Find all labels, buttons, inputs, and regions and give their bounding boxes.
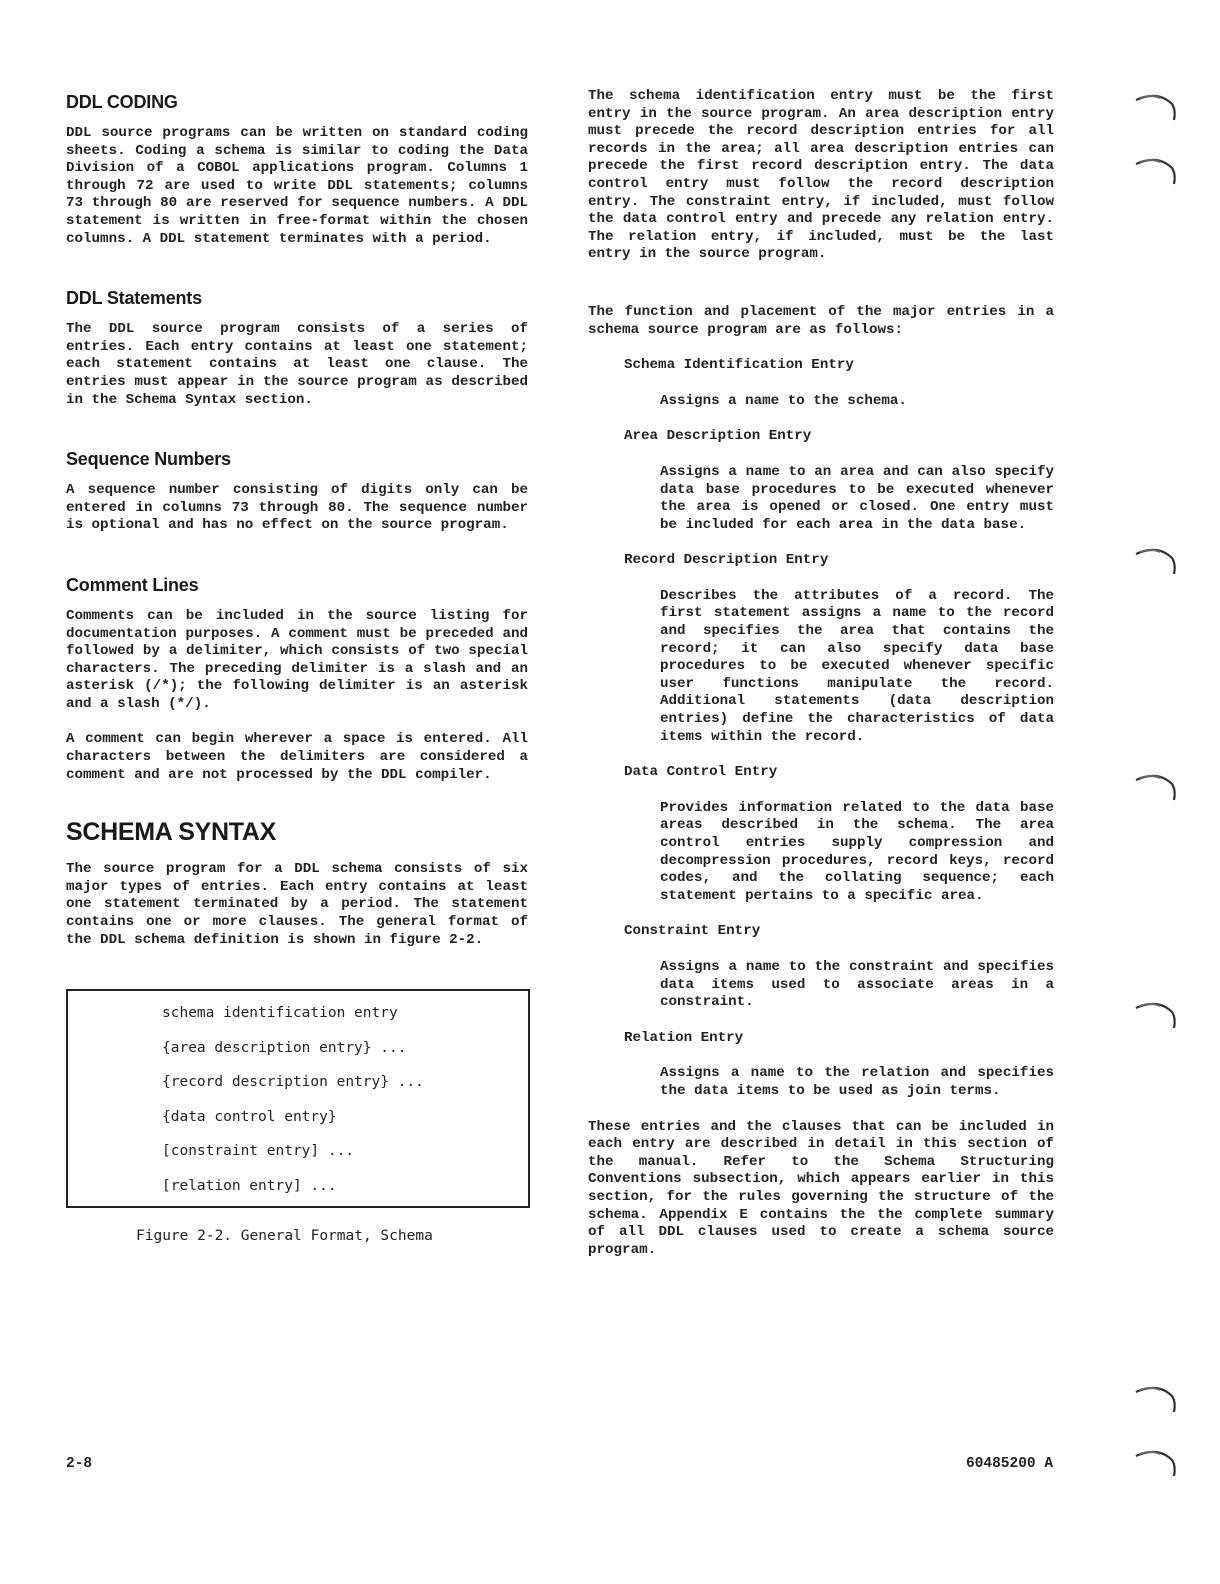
punch-hole-icon xyxy=(1130,1378,1180,1422)
figure-line: [relation entry] ... xyxy=(162,1177,337,1194)
comment-lines-heading: Comment Lines xyxy=(66,574,199,595)
figure-box xyxy=(66,989,530,1208)
figure-caption: Figure 2-2. General Format, Schema xyxy=(136,1227,433,1244)
entry-title: Area Description Entry xyxy=(624,428,812,445)
entry-description: Assigns a name to the relation and specifies the data items to be used as join terms. xyxy=(660,1065,1054,1099)
ddl-statements-text: The DDL source program consists of a series of entries. Each entry contains at least one statement; each statement contains at least one clause. The entries must appear in the source program as described in the Schema Syntax section. xyxy=(66,321,528,408)
comment-lines-text-1: Comments can be included in the source listing for documentation purposes. A comment must be preceded and followed by a delimiter, which consists of two special characters. The preceding delimiter is a slash and an asterisk (/*); the following delimiter is an asterisk and a slash (*/). xyxy=(66,607,528,712)
entry-title: Constraint Entry xyxy=(624,923,761,940)
punch-hole-icon xyxy=(1130,1442,1180,1486)
page-number: 2-8 xyxy=(66,1456,93,1472)
entry-title: Record Description Entry xyxy=(624,552,829,569)
entry-description: Assigns a name to an area and can also specify data base procedures to be executed whenever the area is opened or closed. One entry must be included for each area in the data base. xyxy=(660,463,1054,533)
punch-hole-icon xyxy=(1130,766,1180,810)
ddl-coding-heading: DDL CODING xyxy=(66,92,178,112)
left-column xyxy=(66,92,528,1244)
schema-syntax-text: The source program for a DDL schema consists of six major types of entries. Each entry contains at least one statement terminated by a period. The statement contains one or more clauses. The general format of the DDL schema definition is shown in figure 2-2. xyxy=(66,861,528,948)
entry-title: Relation Entry xyxy=(624,1029,744,1046)
entry-description: Assigns a name to the schema. xyxy=(660,392,907,409)
document-number: 60485200 A xyxy=(966,1456,1054,1472)
figure-line: schema identification entry xyxy=(162,1005,398,1022)
function-intro-text: The function and placement of the major entries in a schema source program are as follows: xyxy=(588,303,1054,338)
figure-line: {data control entry} xyxy=(162,1108,337,1125)
figure-line: {area description entry} ... xyxy=(162,1039,407,1056)
entry-description: Provides information related to the data base areas described in the schema. The area control entries supply compression and decompression procedures, record keys, record codes, and the collating sequence; each statement pertains to a specific area. xyxy=(660,799,1054,904)
punch-hole-icon xyxy=(1130,86,1180,130)
comment-lines-text-2: A comment can begin wherever a space is entered. All characters between the delimiters are considered a comment and are not processed by the DDL compiler. xyxy=(66,731,528,783)
closing-text: These entries and the clauses that can be included in each entry are described in detail in this section of the manual. Refer to the Schema Structuring Conventions subsection, which appears earlier in this section, for the rules governing the structure of the schema. Appendix E contains the the complete summary of all DDL clauses used to create a schema source program. xyxy=(588,1118,1054,1258)
sequence-numbers-heading: Sequence Numbers xyxy=(66,449,231,470)
figure-line: {record description entry} ... xyxy=(162,1074,424,1091)
ddl-coding-text: DDL source programs can be written on standard coding sheets. Coding a schema is similar to coding the Data Division of a COBOL applications program. Columns 1 through 72 are used to write DDL statements; columns 73 through 80 are reserved for sequence numbers. A DDL statement is written in free-format within the chosen columns. A DDL statement terminates with a period. xyxy=(66,125,528,247)
schema-order-text: The schema identification entry must be the first entry in the source program. An area description entry must precede the record description entries for all records in the area; all area description entries can precede the first record description entry. The data control entry must follow the record description entry. The constraint entry, if included, must follow the data control entry and precede any relation entry. The relation entry, if included, must be the last entry in the source program. xyxy=(588,88,1054,263)
entry-title: Data Control Entry xyxy=(624,764,778,781)
punch-hole-icon xyxy=(1130,540,1180,584)
figure-line: [constraint entry] ... xyxy=(162,1143,355,1160)
punch-hole-icon xyxy=(1130,994,1180,1038)
ddl-statements-heading: DDL Statements xyxy=(66,288,202,309)
punch-hole-icon xyxy=(1130,150,1180,194)
right-column xyxy=(588,88,1054,1259)
entry-title: Schema Identification Entry xyxy=(624,357,854,374)
sequence-numbers-text: A sequence number consisting of digits only can be entered in columns 73 through 80. The sequence number is optional and has no effect on the source program. xyxy=(66,482,528,534)
entry-description: Assigns a name to the constraint and specifies data items used to associate areas in a constraint. xyxy=(660,958,1054,1011)
entry-description: Describes the attributes of a record. The first statement assigns a name to the record and specifies the area that contains the record; it can also specify data base procedures to be executed whenever specific user functions manipulate the record. Additional statements (data description entries) define the characteristics of data items within the record. xyxy=(660,587,1054,745)
schema-syntax-heading: SCHEMA SYNTAX xyxy=(66,818,277,847)
